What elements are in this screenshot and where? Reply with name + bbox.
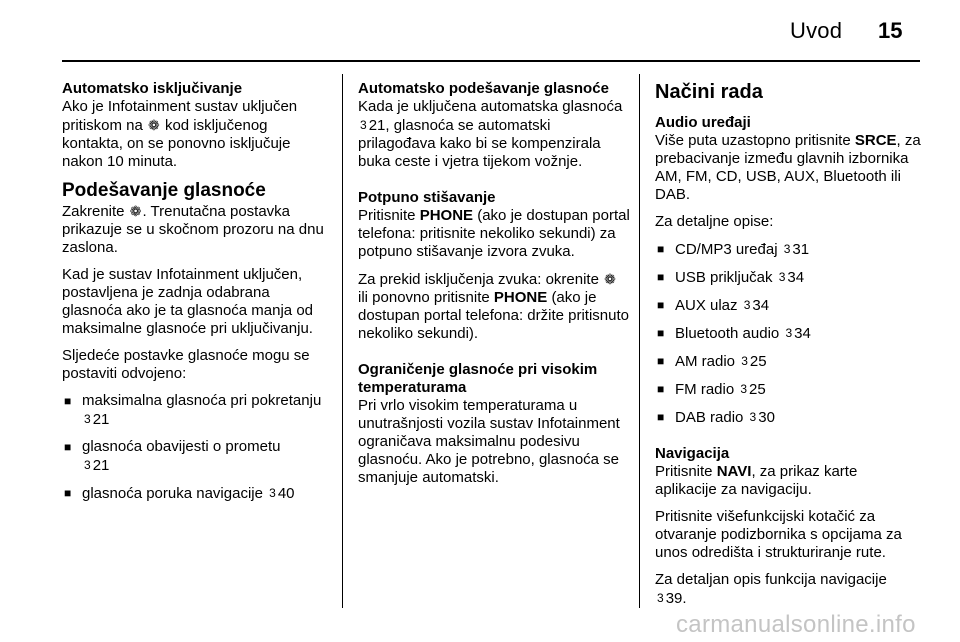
list-item: ■ AM radio 3 25 — [655, 352, 923, 371]
button-name: NAVI — [716, 463, 752, 480]
list-item: ■ glasnoća poruka navigacije 3 40 — [62, 484, 332, 503]
column-divider-1 — [342, 74, 343, 608]
list-item: ■ FM radio 3 25 — [655, 380, 923, 399]
button-name: PHONE — [493, 289, 548, 306]
column-3 — [655, 80, 923, 617]
page-reference-arrow-icon: 3 — [84, 458, 91, 472]
paragraph: Pritisnite PHONE (ako je dostupan portal telefona: pritisnite nekoliko sekundi) za potpuno stišavanje izvora zvuka. — [358, 207, 630, 260]
list-item: ■ CD/MP3 uređaj 3 31 — [655, 240, 923, 259]
section-heading: Ograničenje glasnoće pri visokim temperaturama — [358, 361, 598, 396]
page-reference-arrow-icon: 3 — [741, 354, 748, 368]
page-reference-arrow-icon: 3 — [785, 326, 793, 340]
paragraph: Ako je Infotainment sustav uključen pritiskom na ❁ kod isključenog kontakta, on se ponovno isključuje nakon 10 minuta. — [62, 98, 298, 170]
list-item: ■ DAB radio 3 30 — [655, 408, 923, 427]
list-item: ■ maksimalna glasnoća pri pokretanju 3 21 — [62, 392, 332, 429]
column-divider-2 — [639, 74, 640, 608]
paragraph: Za detaljne opise: — [655, 213, 774, 230]
volume-knob-icon: ❁ — [604, 271, 616, 287]
volume-knob-icon: ❁ — [148, 117, 160, 133]
list-item: ■ USB priključak 3 34 — [655, 268, 923, 287]
page-reference-arrow-icon: 3 — [743, 298, 751, 312]
section-heading: Automatsko isključivanje — [62, 80, 243, 97]
page-reference-arrow-icon: 3 — [84, 412, 91, 426]
paragraph: Pritisnite NAVI, za prikaz karte aplikacije za navigaciju. — [655, 463, 858, 498]
paragraph: Pritisnite višefunkcijski kotačić za otvaranje podizbornika s opcijama za unos odredišta i strukturiranje rute. — [655, 508, 902, 561]
paragraph: Za detaljan opis funkcija navigacije 3 39. — [655, 571, 887, 607]
spacer — [358, 180, 630, 189]
section-heading: Potpuno stišavanje — [358, 189, 496, 206]
spacer — [655, 436, 923, 445]
section-heading: Automatsko podešavanje glasnoće — [358, 80, 609, 97]
paragraph: Više puta uzastopno pritisnite SRCE, za prebacivanje između glavnih izbornika AM, FM, CD, USB, AUX, Bluetooth ili DAB. — [655, 132, 921, 203]
list-item: ■ AUX ulaz 3 34 — [655, 296, 923, 315]
list-item: ■ Bluetooth audio 3 34 — [655, 324, 923, 343]
page-reference-arrow-icon: 3 — [783, 242, 791, 256]
page-reference-arrow-icon: 3 — [778, 270, 786, 284]
section-title: Načini rada — [655, 81, 763, 103]
page-number: 15 — [878, 18, 903, 43]
page-reference-arrow-icon: 3 — [269, 486, 276, 500]
button-name: SRCE — [854, 132, 897, 149]
button-name: PHONE — [419, 207, 474, 224]
header-rule — [62, 60, 920, 62]
volume-knob-icon: ❁ — [129, 203, 142, 219]
section-heading: Audio uređaji — [655, 114, 751, 131]
page-reference-arrow-icon: 3 — [360, 118, 367, 132]
page-reference-arrow-icon: 3 — [657, 591, 664, 605]
paragraph: Sljedeće postavke glasnoće mogu se postaviti odvojeno: — [62, 347, 310, 382]
paragraph: Kada je uključena automatska glasnoća 3 21, glasnoća se automatski prilagođava kako bi se kompenzirala buka ceste i vjetra tijekom vožnje. — [358, 98, 623, 170]
paragraph: Zakrenite ❁. Trenutačna postavka prikazuje se u skočnom prozoru na dnu zaslona. — [62, 203, 324, 256]
spacer — [358, 352, 630, 361]
paragraph: Kad je sustav Infotainment uključen, postavljena je zadnja odabrana glasnoća ako je ta glasnoća manja od maksimalne glasnoće pri uključivanju. — [62, 266, 314, 337]
list-item: ■ glasnoća obavijesti o prometu 3 21 — [62, 438, 332, 475]
chapter-title: Uvod — [790, 18, 843, 43]
page-reference-arrow-icon: 3 — [749, 410, 757, 424]
paragraph: Pri vrlo visokim temperaturama u unutrašnjosti vozila sustav Infotainment ograničava maksimalnu podesivu glasnoću. Ako je potrebno, glasnoća se smanjuje automatski. — [358, 397, 620, 486]
column-1 — [62, 80, 332, 512]
section-heading: Navigacija — [655, 445, 730, 462]
watermark: carmanualsonline.info — [676, 611, 916, 638]
page-reference-arrow-icon: 3 — [740, 382, 748, 396]
section-heading: Podešavanje glasnoće — [62, 180, 266, 201]
audio-device-list — [655, 240, 923, 427]
paragraph: Za prekid isključenja zvuka: okrenite ❁ ili ponovno pritisnite PHONE (ako je dostupan portal telefona: držite pritisnuto nekoliko sekundi). — [358, 271, 630, 342]
column-2 — [358, 80, 630, 496]
